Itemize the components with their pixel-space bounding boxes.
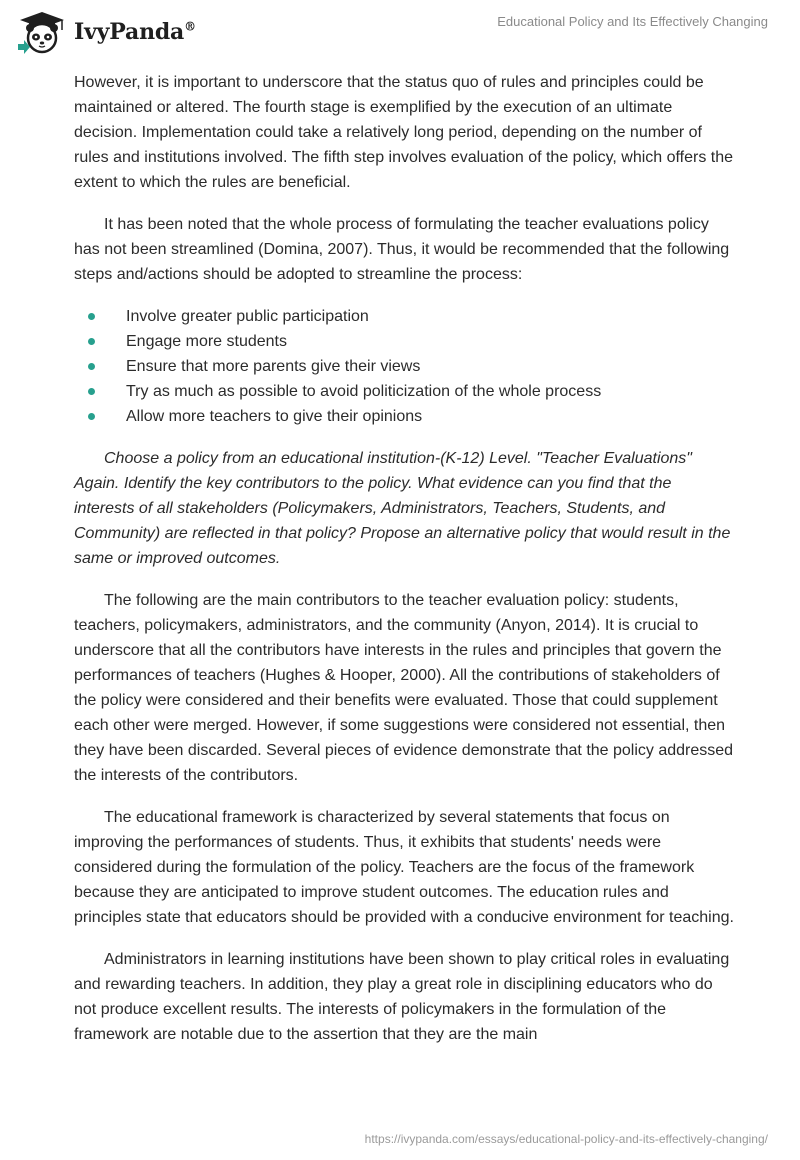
bullet-dot-icon (88, 413, 95, 420)
list-item: Involve greater public participation (74, 304, 734, 329)
recommendation-list (74, 304, 734, 429)
list-item: Allow more teachers to give their opinions (74, 404, 734, 429)
paragraph: It has been noted that the whole process of formulating the teacher evaluations policy has not been streamlined (Domina, 2007). Thus, it would be recommended that the following steps and/actions should be adopted to streamline the process: (74, 216, 730, 283)
essay-body (74, 70, 734, 1064)
question-prompt: Choose a policy from an educational institution-(K-12) Level. "Teacher Evaluations" Again. Identify the key contributors to the policy. What evidence can you find that the interests of all stakeholders (Policymakers, Administrators, Teachers, Students, and Community) are reflected in that policy? Propose an alternative policy that would result in the same or improved outcomes. (74, 450, 731, 567)
page-header (0, 0, 800, 64)
panda-graduation-cap-icon (14, 10, 70, 54)
brand-logo[interactable] (14, 10, 196, 54)
paragraph: The following are the main contributors to the teacher evaluation policy: students, teachers, policymakers, administrators, and the community (Anyon, 2014). It is crucial to underscore that all the contributors have interests in the rules and principles that govern the performances of teachers (Hughes & Hooper, 2000). All the contributions of stakeholders of the policy were considered and their benefits were evaluated. Those that could supplement each other were merged. However, if some suggestions were considered not essential, then they have been discarded. Several pieces of evidence demonstrate that the policy addressed the interests of the contributors. (74, 592, 734, 784)
list-item: Try as much as possible to avoid politicization of the whole process (74, 379, 734, 404)
brand-name: IvyPanda® (74, 19, 196, 45)
paragraph: However, it is important to underscore that the status quo of rules and principles could be maintained or altered. The fourth stage is exemplified by the execution of an ultimate decision. Implementation could take a relatively long period, depending on the number of rules and institutions involved. The fifth step involves evaluation of the policy, which offers the extent to which the rules are beneficial. (74, 74, 734, 191)
bullet-dot-icon (88, 388, 95, 395)
paragraph: Administrators in learning institutions have been shown to play critical roles in evaluating and rewarding teachers. In addition, they play a great role in disciplining educators who do not produce excellent results. The interests of policymakers in the formulation of the framework are notable due to the assertion that they are the main (74, 951, 730, 1043)
paragraph: The educational framework is characterized by several statements that focus on improving the performances of students. Thus, it exhibits that students' needs were considered during the formulation of the policy. Teachers are the focus of the framework because they are anticipated to improve student outcomes. The education rules and principles state that educators should be provided with a conducive environment for teaching. (74, 809, 734, 926)
list-item: Ensure that more parents give their views (74, 354, 734, 379)
list-item: Engage more students (74, 329, 734, 354)
bullet-dot-icon (88, 363, 95, 370)
bullet-dot-icon (88, 313, 95, 320)
bullet-dot-icon (88, 338, 95, 345)
source-url[interactable]: https://ivypanda.com/essays/educational-policy-and-its-effectively-changing/ (364, 1132, 768, 1146)
document-title: Educational Policy and Its Effectively Changing (497, 14, 768, 29)
